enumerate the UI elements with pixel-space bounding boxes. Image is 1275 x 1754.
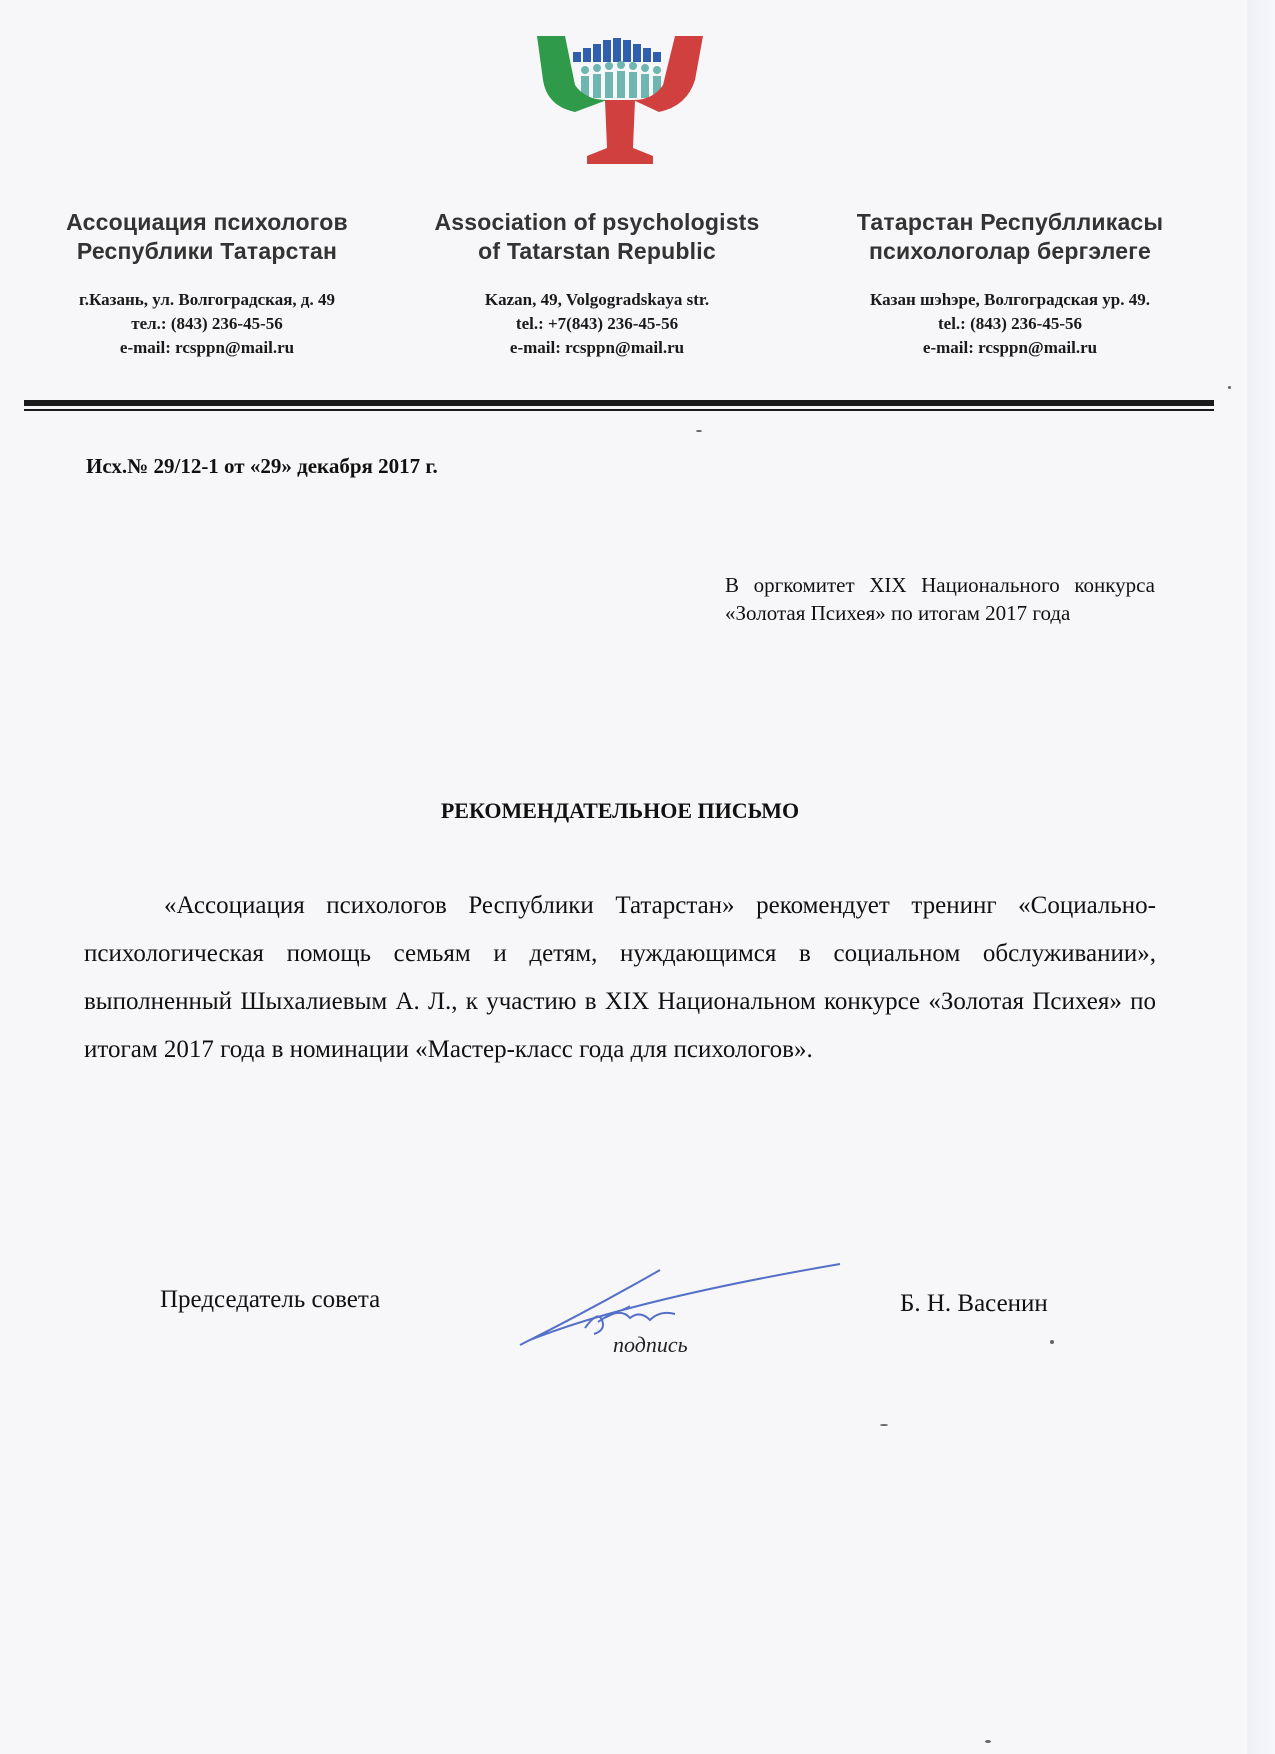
org-name-tt [815,208,1205,266]
email: e-mail: rcsppn@mail.ru [509,338,685,357]
scan-edge [1247,0,1275,1754]
scan-speck [985,1740,991,1743]
org-name-line: психологолар бергэлеге [868,238,1152,264]
address: Казан шэhэре, Волгоградская ур. 49. [870,290,1150,309]
header-divider [24,400,1214,406]
org-name-line: Татарстан Республликасы [856,209,1164,235]
address: Kazan, 49, Volgogradskaya str. [484,290,710,309]
scan-speck [1228,386,1231,389]
email: e-mail: rcsppn@mail.ru [922,338,1098,357]
letter-body: «Ассоциация психологов Республики Татарстан» рекомендует тренинг «Социально-психологическая помощь семьям и детям, нуждающимся в социальном обслуживании», выполненный Шыхалиевым А. Л., к участию в XIX Национальном конкурсе «Золотая Психея» по итогам 2017 года в номинации «Мастер-класс года для психологов». [84,892,1156,1063]
contact-en [402,288,792,360]
signatory-role: Председатель совета [160,1286,381,1313]
scan-speck [880,1424,888,1426]
recipient-block: В оргкомитет XIX Национального конкурса «Золотая Психея» по итогам 2017 года [725,573,1155,625]
org-name-ru [12,208,402,266]
header-divider-thin [24,409,1214,411]
scan-speck [1050,1340,1054,1344]
signatory-name: Б. Н. Васенин [900,1290,1048,1317]
address: г.Казань, ул. Волгоградская, д. 49 [79,290,335,309]
header-col-tt [815,208,1205,360]
signature-caption: подпись [613,1332,688,1357]
scan-speck [696,430,702,432]
org-name-line: of Tatarstan Republic [478,238,716,264]
header-col-ru [12,208,402,360]
phone: тел.: (843) 236-45-56 [131,314,283,333]
phone: tel.: (843) 236-45-56 [938,314,1082,333]
psi-logo [535,30,705,170]
org-name-line: Республики Татарстан [76,238,338,264]
org-name-line: Association of psychologists [434,209,760,235]
contact-tt [815,288,1205,360]
contact-ru [12,288,402,360]
letter-title: РЕКОМЕНДАТЕЛЬНОЕ ПИСЬМО [440,798,800,823]
email: e-mail: rcsppn@mail.ru [119,338,295,357]
phone: tel.: +7(843) 236-45-56 [515,314,679,333]
org-name-en [402,208,792,266]
outgoing-reference: Исх.№ 29/12-1 от «29» декабря 2017 г. [86,454,438,478]
org-name-line: Ассоциация психологов [66,209,348,235]
header-col-en [402,208,792,360]
